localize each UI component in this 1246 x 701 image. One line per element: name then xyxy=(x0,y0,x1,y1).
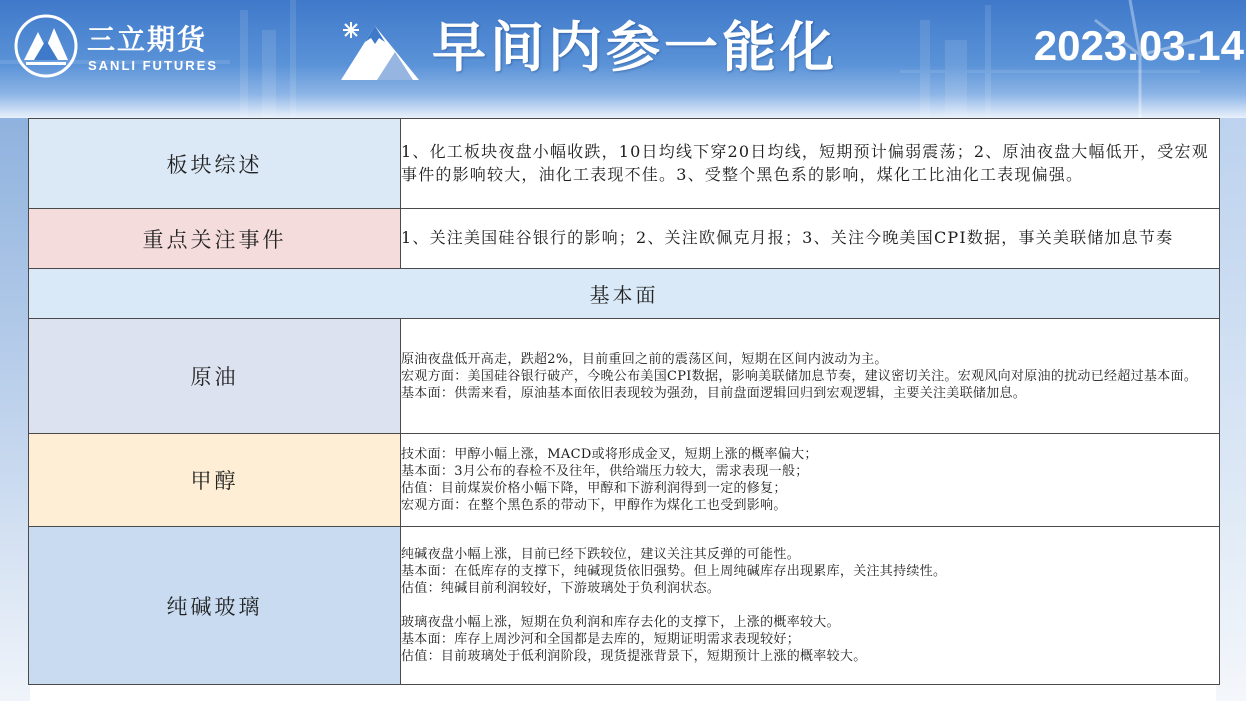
side-background-right xyxy=(1216,118,1246,701)
page-header xyxy=(0,0,1246,118)
table-row-events xyxy=(29,209,1220,269)
crude-line: 原油夜盘低开高走，跌超2%，目前重回之前的震荡区间，短期在区间内波动为主。 xyxy=(401,351,888,367)
soda-line: 纯碱夜盘小幅上涨，目前已经下跌较位，建议关注其反弹的可能性。 xyxy=(401,547,801,562)
row-label-methanol: 甲醇 xyxy=(29,434,401,527)
row-content-methanol xyxy=(401,434,1220,527)
row-content-soda-glass xyxy=(401,527,1220,685)
table-row-summary xyxy=(29,119,1220,209)
snow-mountain-icon xyxy=(337,16,423,84)
crude-line: 宏观方面：美国硅谷银行破产，今晚公布美国CPI数据，影响美联储加息节奏，建议密切关注。宏观风向对原油的扰动已经超过基本面。 xyxy=(401,368,1198,384)
row-label-crude-oil: 原油 xyxy=(29,319,401,434)
side-background-left xyxy=(0,118,30,701)
page-title: 早间内参一能化 xyxy=(432,16,838,79)
report-table xyxy=(28,118,1220,685)
table-row-soda-glass xyxy=(29,527,1220,685)
row-content-crude-oil xyxy=(401,319,1220,434)
brand-name-cn: 三立期货 xyxy=(87,23,208,56)
section-title-fundamentals: 基本面 xyxy=(29,269,1220,319)
glass-line: 玻璃夜盘小幅上涨，短期在负利润和库存去化的支撑下，上涨的概率较大。 xyxy=(401,615,840,630)
paragraph-gap xyxy=(401,597,1219,614)
crude-line: 基本面：供需来看，原油基本面依旧表现较为强劲，目前盘面逻辑回归到宏观逻辑，主要关注美联储加息。 xyxy=(401,385,1027,401)
row-content-summary xyxy=(401,119,1220,209)
row-label-summary: 板块综述 xyxy=(29,119,401,209)
row-label-events: 重点关注事件 xyxy=(29,209,401,269)
table-row-section xyxy=(29,269,1220,319)
brand-name-en: SANLI FUTURES xyxy=(88,58,218,73)
soda-line: 基本面：在低库存的支撑下，纯碱现货依旧强势。但上周纯碱库存出现累库，关注其持续性。 xyxy=(401,564,947,579)
row-content-events xyxy=(401,209,1220,269)
glass-line: 基本面：库存上周沙河和全国都是去库的，短期证明需求表现较好； xyxy=(401,632,801,647)
methanol-line: 技术面：甲醇小幅上涨，MACD或将形成金叉，短期上涨的概率偏大； xyxy=(401,447,818,462)
soda-line: 估值：纯碱目前利润较好，下游玻璃处于负利润状态。 xyxy=(401,581,721,596)
table-row-methanol xyxy=(29,434,1220,527)
methanol-line: 估值：目前煤炭价格小幅下降，甲醇和下游利润得到一定的修复； xyxy=(401,481,787,496)
methanol-line: 基本面：3月公布的春检不及往年，供给端压力较大，需求表现一般； xyxy=(401,464,809,479)
sanli-logo-icon xyxy=(14,14,78,78)
report-date: 2023.03.14 xyxy=(1033,22,1244,69)
summary-text: 1、化工板块夜盘小幅收跌，10日均线下穿20日均线，短期预计偏弱震荡；2、原油夜盘大幅低开，受宏观事件的影响较大，油化工表现不佳。3、受整个黑色系的影响，煤化工比油化工表现偏强。 xyxy=(401,142,1209,184)
events-text: 1、关注美国硅谷银行的影响；2、关注欧佩克月报；3、关注今晚美国CPI数据，事关美联储加息节奏 xyxy=(401,228,1174,248)
glass-line: 估值：目前玻璃处于低利润阶段，现货提涨背景下，短期预计上涨的概率较大。 xyxy=(401,649,867,664)
table-row-crude-oil xyxy=(29,319,1220,434)
methanol-line: 宏观方面：在整个黑色系的带动下，甲醇作为煤化工也受到影响。 xyxy=(401,498,787,513)
row-label-soda-glass: 纯碱玻璃 xyxy=(29,527,401,685)
